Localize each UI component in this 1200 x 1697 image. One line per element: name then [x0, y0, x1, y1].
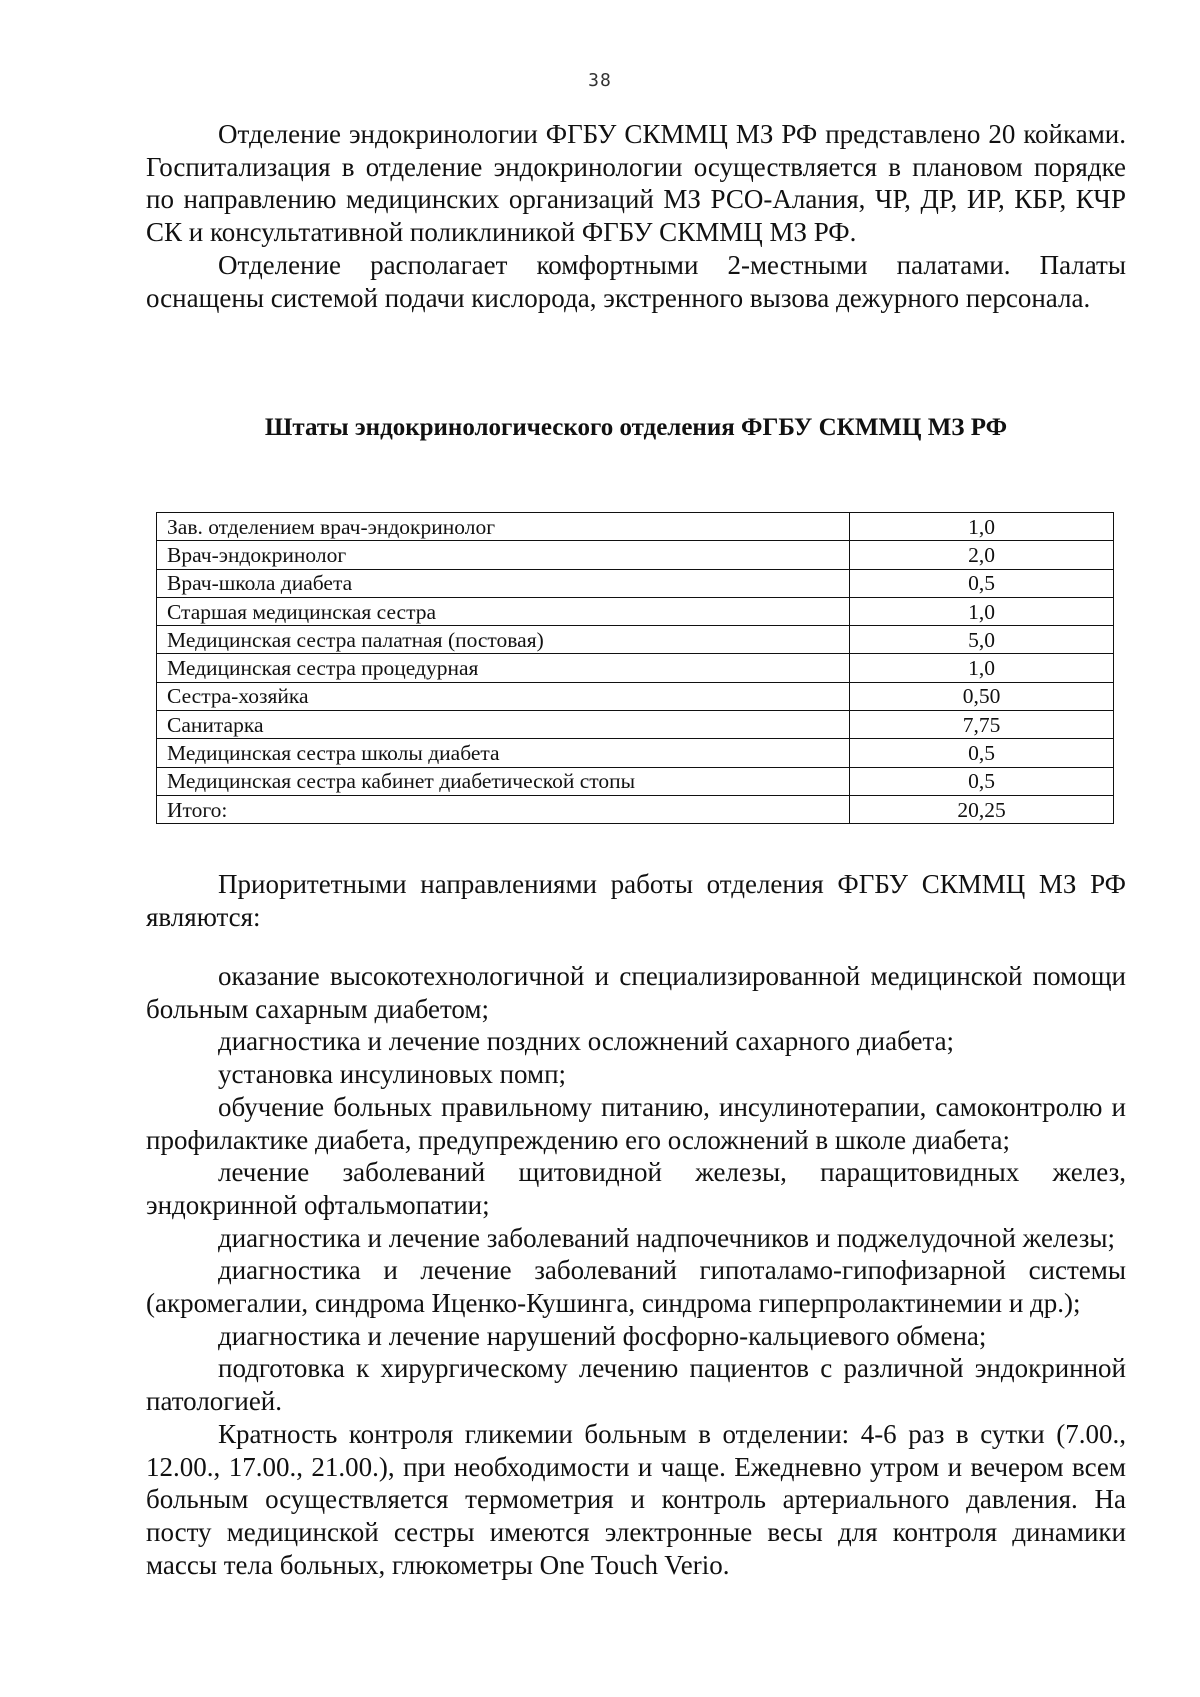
position-cell: Медицинская сестра кабинет диабетической стопы [157, 767, 850, 795]
priority-item: диагностика и лечение поздних осложнений сахарного диабета; [218, 1026, 955, 1057]
position-cell: Сестра-хозяйка [157, 682, 850, 710]
priority-item: диагностика и лечение заболеваний гипоталамо-гипофизарной системы (акромегалии, синдрома Иценко-Кушинга, синдрома гиперпролактинемии и др.); [146, 1255, 1126, 1319]
table-title: Штаты эндокринологического отделения ФГБУ СКММЦ МЗ РФ [264, 414, 1008, 441]
rate-cell: 1,0 [850, 654, 1114, 682]
table-row [157, 739, 1114, 767]
table-row [157, 597, 1114, 625]
intro-paragraph: Отделение эндокринологии ФГБУ СКММЦ МЗ РФ представлено 20 койками. Госпитализация в отделение эндокринологии осуществляется в плановом порядке по направлению медицинских организаций МЗ РСО-Алания, ЧР, ДР, ИР, КБР, КЧР СК и консультативной поликлиникой ФГБУ СКММЦ МЗ РФ. [146, 119, 1126, 248]
rate-cell: 1,0 [850, 597, 1114, 625]
rate-cell: 7,75 [850, 711, 1114, 739]
priority-item: диагностика и лечение заболеваний надпочечников и поджелудочной железы; [218, 1222, 1116, 1253]
priorities-list [146, 960, 1126, 1581]
table-row [157, 654, 1114, 682]
table-row [157, 626, 1114, 654]
page-number: 38 [588, 70, 612, 91]
total-label-cell: Итого: [157, 795, 850, 823]
position-cell: Медицинская сестра процедурная [157, 654, 850, 682]
rate-cell: 0,5 [850, 569, 1114, 597]
table-row [157, 711, 1114, 739]
priorities-intro-section [146, 868, 1126, 933]
intro-paragraph: Отделение располагает комфортными 2-местными палатами. Палаты оснащены системой подачи кислорода, экстренного вызова дежурного персонала. [146, 249, 1126, 313]
priority-item: обучение больных правильному питанию, инсулинотерапии, самоконтролю и профилактике диабета, предупреждению его осложнений в школе диабета; [146, 1091, 1126, 1155]
priority-item: оказание высокотехнологичной и специализированной медицинской помощи больным сахарным диабетом; [146, 961, 1126, 1024]
rate-cell: 1,0 [850, 513, 1114, 541]
table-row [157, 541, 1114, 569]
intro-section [146, 118, 1126, 314]
priorities-intro: Приоритетными направлениями работы отделения ФГБУ СКММЦ МЗ РФ являются: [146, 869, 1126, 932]
table-row [157, 513, 1114, 541]
table-total-row [157, 795, 1114, 823]
position-cell: Зав. отделением врач-эндокринолог [157, 513, 850, 541]
table-row [157, 569, 1114, 597]
rate-cell: 0,5 [850, 739, 1114, 767]
rate-cell: 2,0 [850, 541, 1114, 569]
position-cell: Санитарка [157, 711, 850, 739]
priority-item: подготовка к хирургическому лечению пациентов с различной эндокринной патологией. [146, 1353, 1126, 1417]
position-cell: Медицинская сестра школы диабета [157, 739, 850, 767]
closing-paragraph: Кратность контроля гликемии больным в отделении: 4-6 раз в сутки (7.00., 12.00., 17.00., 21.00.), при необходимости и чаще. Ежедневно утром и вечером всем больным осуществляется термометрия и контроль артериального давления. На посту медицинской сестры имеются электронные весы для контроля динамики массы тела больных, глюкометры One Touch Verio. [146, 1418, 1126, 1580]
priority-item: установка инсулиновых помп; [218, 1059, 567, 1090]
staff-table [156, 512, 1114, 824]
table-row [157, 767, 1114, 795]
priority-item: диагностика и лечение нарушений фосфорно-кальциевого обмена; [218, 1320, 987, 1351]
table-row [157, 682, 1114, 710]
total-value-cell: 20,25 [850, 795, 1114, 823]
position-cell: Врач-эндокринолог [157, 541, 850, 569]
priority-item: лечение заболеваний щитовидной железы, паращитовидных желез, эндокринной офтальмопатии; [146, 1157, 1126, 1220]
position-cell: Врач-школа диабета [157, 569, 850, 597]
rate-cell: 0,50 [850, 682, 1114, 710]
position-cell: Старшая медицинская сестра [157, 597, 850, 625]
rate-cell: 0,5 [850, 767, 1114, 795]
rate-cell: 5,0 [850, 626, 1114, 654]
position-cell: Медицинская сестра палатная (постовая) [157, 626, 850, 654]
